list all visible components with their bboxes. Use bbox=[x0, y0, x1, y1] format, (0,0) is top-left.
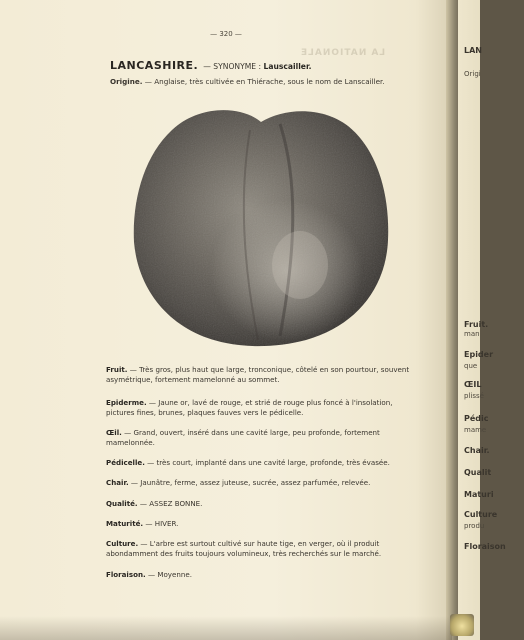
epiderme-text: — Jaune or, lavé de rouge, et strié de rouge plus foncé à l'insolation, pictures fines, brunes, plaques fauves vers le pédicelle. bbox=[106, 398, 393, 418]
culture-text: — L'arbre est surtout cultivé sur haute tige, en verger, où il produit abondamment des fruits toujours volumineux, très recherchés sur le marché. bbox=[106, 539, 382, 559]
edge-word: produ bbox=[464, 522, 485, 530]
edge-word: plissé bbox=[464, 392, 484, 400]
corner-artifact bbox=[450, 614, 474, 636]
edge-word: Fruit. bbox=[464, 320, 489, 329]
qualite-text: — ASSEZ BONNE. bbox=[139, 499, 203, 508]
maturite-text: — HIVER. bbox=[145, 519, 179, 528]
edge-word: Epider bbox=[464, 350, 494, 359]
adjacent-page-edge bbox=[458, 0, 506, 640]
origin-paragraph bbox=[110, 77, 440, 86]
description-oeil bbox=[106, 428, 416, 449]
synonym-name: Lauscailler. bbox=[263, 62, 312, 71]
synonym-prefix: — SYNONYME : bbox=[203, 62, 262, 71]
qualite-label: Qualité. bbox=[106, 499, 138, 508]
chair-text: — Jaunâtre, ferme, assez juteuse, sucrée, assez parfumée, relevée. bbox=[130, 478, 371, 487]
pedicelle-text: — très court, implanté dans une cavité large, profonde, très évasée. bbox=[147, 458, 390, 467]
oeil-text: — Grand, ouvert, inséré dans une cavité large, peu profonde, fortement mamelonnée. bbox=[106, 428, 380, 448]
apple-photograph bbox=[130, 100, 392, 350]
pedicelle-label: Pédicelle. bbox=[106, 458, 145, 467]
adjacent-page-fragments bbox=[464, 0, 524, 640]
description-chair bbox=[106, 478, 416, 488]
edge-word: ŒIL bbox=[464, 380, 482, 389]
fruit-text: — Très gros, plus haut que large, tronconique, côtelé en son pourtour, souvent asymétrique, fortement mamelonné au sommet. bbox=[106, 365, 410, 385]
epiderme-label: Epiderme. bbox=[106, 398, 147, 407]
edge-word: man bbox=[464, 330, 480, 338]
description-pedicelle bbox=[106, 458, 416, 468]
fruit-label: Fruit. bbox=[106, 365, 128, 374]
maturite-label: Maturité. bbox=[106, 519, 144, 528]
description-culture bbox=[106, 539, 416, 560]
edge-word: Maturi bbox=[464, 490, 494, 499]
origin-label: Origine. bbox=[110, 77, 143, 86]
edge-word: Pédic bbox=[464, 414, 489, 423]
culture-label: Culture. bbox=[106, 539, 139, 548]
page-bottom-shadow bbox=[0, 616, 452, 640]
bleed-through-text: LA NATIONALE bbox=[300, 48, 386, 58]
oeil-label: Œil. bbox=[106, 428, 122, 437]
variety-title: LANCASHIRE. bbox=[110, 59, 199, 72]
edge-word: mame bbox=[464, 426, 487, 434]
edge-word: Culture bbox=[464, 510, 498, 519]
description-qualite bbox=[106, 499, 416, 509]
edge-word: Qualit bbox=[464, 468, 492, 477]
origin-text: — Anglaise, très cultivée en Thiérache, sous le nom de Lanscailler. bbox=[144, 77, 385, 86]
title-line bbox=[110, 54, 440, 73]
floraison-text: — Moyenne. bbox=[147, 570, 192, 579]
edge-word: LAN bbox=[464, 46, 482, 55]
page-number: — 320 — bbox=[210, 30, 242, 38]
synonym-line bbox=[203, 62, 311, 71]
edge-word: que bbox=[464, 362, 478, 370]
edge-word: Floraison bbox=[464, 542, 506, 551]
chair-label: Chair. bbox=[106, 478, 129, 487]
description-fruit bbox=[106, 365, 416, 386]
edge-word: Origi bbox=[464, 70, 481, 78]
description-epiderme bbox=[106, 398, 416, 419]
floraison-label: Floraison. bbox=[106, 570, 146, 579]
edge-word: Chair. bbox=[464, 446, 490, 455]
description-maturite bbox=[106, 519, 416, 529]
description-floraison bbox=[106, 570, 416, 580]
